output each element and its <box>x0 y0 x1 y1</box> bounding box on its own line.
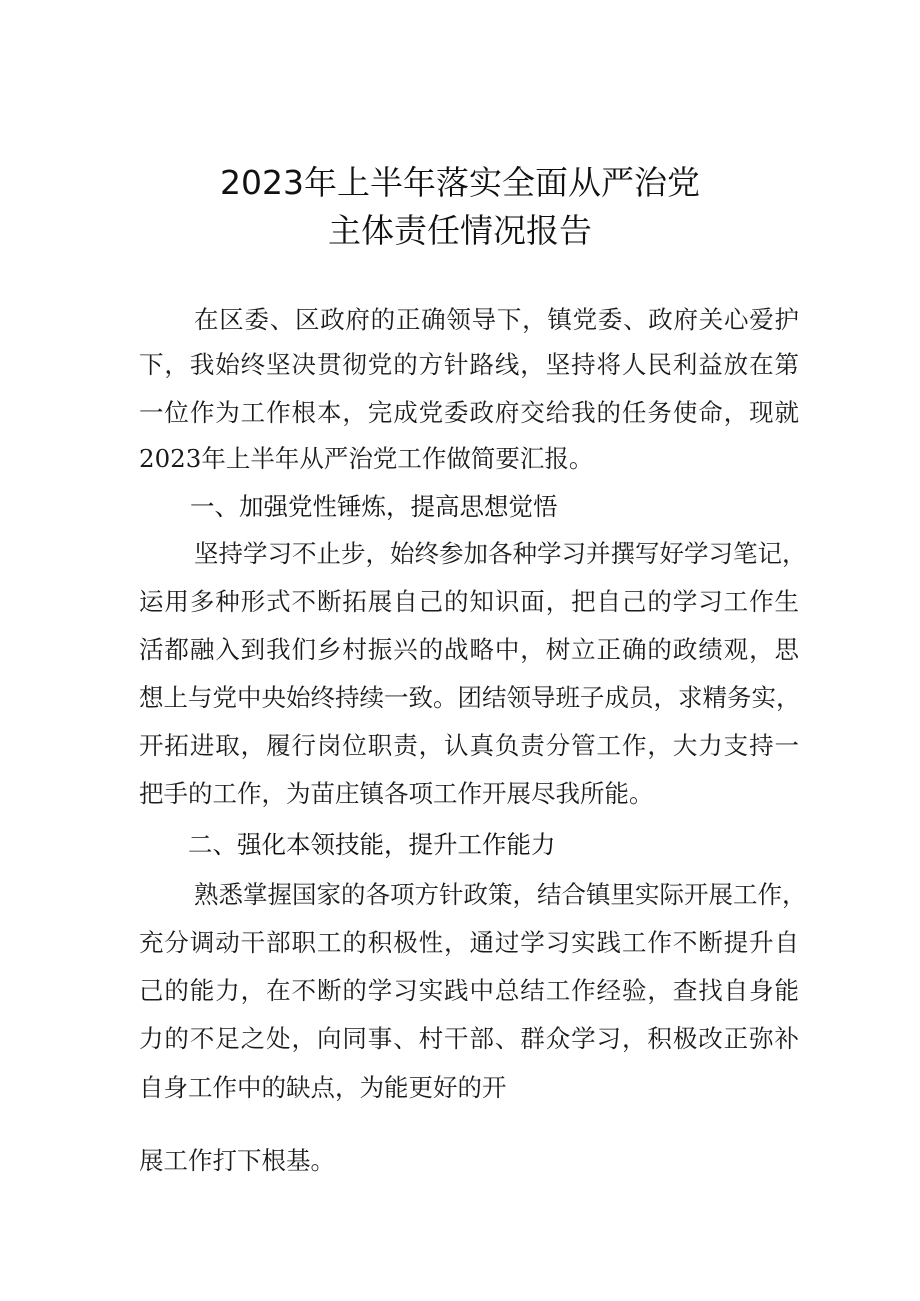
section2-line-3: 己的能力，在不断的学习实践中总结工作经验，查找自身能 <box>139 976 799 1005</box>
section1-line-1: 坚持学习不止步，始终参加各种学习并撰写好学习笔记， <box>194 539 807 568</box>
section1-line-2: 运用多种形式不断拓展自己的知识面，把自己的学习工作生 <box>139 587 799 616</box>
section2-line-2: 充分调动干部职工的积极性，通过学习实践工作不断提升自 <box>139 928 799 957</box>
section2-line-6: 展工作打下根基。 <box>139 1146 335 1175</box>
section1-line-4: 想上与党中央始终持续一致。团结领导班子成员，求精务实， <box>139 683 801 712</box>
intro-line-2: 下，我始终坚决贯彻党的方针路线，坚持将人民利益放在第 <box>139 350 799 379</box>
section1-line-5: 开拓进取，履行岗位职责，认真负责分管工作，大力支持一 <box>139 731 799 760</box>
section2-line-4: 力的不足之处，向同事、村干部、群众学习，积极改正弥补 <box>139 1024 799 1053</box>
section-heading-2: 二、强化本领技能，提升工作能力 <box>188 830 556 859</box>
intro-line-1: 在区委、区政府的正确领导下，镇党委、政府关心爱护 <box>194 305 799 334</box>
section1-line-3: 活都融入到我们乡村振兴的战略中，树立正确的政绩观，思 <box>139 635 799 664</box>
section2-line-1: 熟悉掌握国家的各项方针政策，结合镇里实际开展工作， <box>194 880 807 909</box>
page-title-line-2: 主体责任情况报告 <box>328 211 592 250</box>
intro-line-3: 一位作为工作根本，完成党委政府交给我的任务使命，现就 <box>139 398 799 427</box>
section2-line-5: 自身工作中的缺点，为能更好的开 <box>139 1073 507 1102</box>
intro-line-4: 2023年上半年从严治党工作做简要汇报。 <box>139 444 594 473</box>
section-heading-1: 一、加强党性锤炼，提高思想觉悟 <box>190 492 558 521</box>
section1-line-6: 把手的工作，为苗庄镇各项工作开展尽我所能。 <box>139 779 654 808</box>
page-title-line-1: 2023年上半年落实全面从严治党 <box>220 163 700 202</box>
